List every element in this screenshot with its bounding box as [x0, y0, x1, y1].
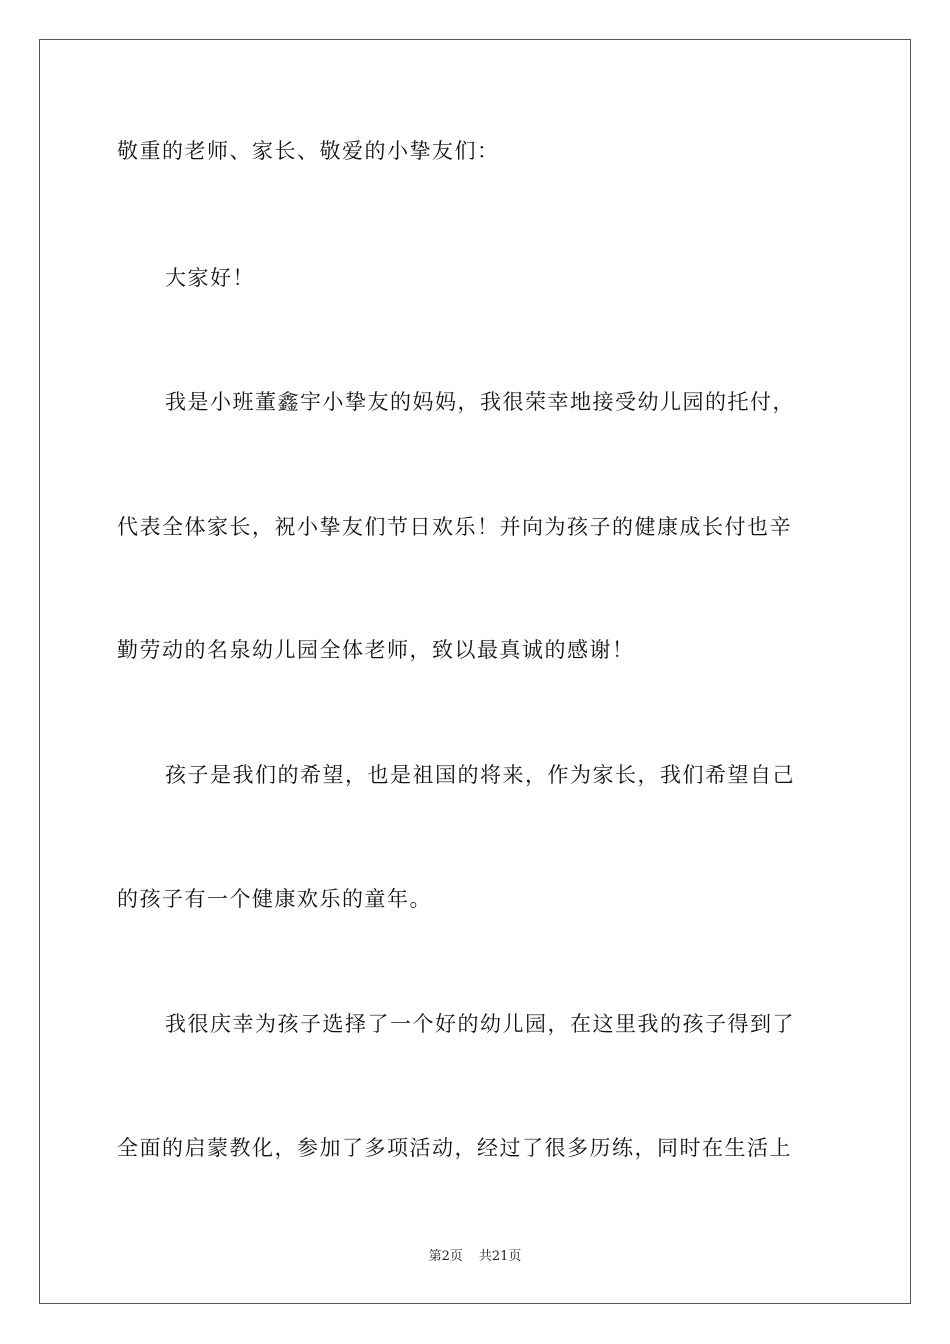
- paragraph-line: 全面的启蒙教化，参加了多项活动，经过了很多历练，同时在生活上: [117, 1136, 792, 1160]
- salutation-line: 敬重的老师、家长、敬爱的小挚友们：: [117, 139, 500, 163]
- paragraph-line: 我很庆幸为孩子选择了一个好的幼儿园，在这里我的孩子得到了: [165, 1012, 795, 1036]
- paragraph-line: 的孩子有一个健康欢乐的童年。: [117, 887, 432, 911]
- paragraph-line: 勤劳动的名泉幼儿园全体老师，致以最真诚的感谢！: [117, 638, 635, 662]
- paragraph-line: 我是小班董鑫宇小挚友的妈妈，我很荣幸地接受幼儿园的托付，: [165, 390, 795, 414]
- paragraph-line: 孩子是我们的希望，也是祖国的将来，作为家长，我们希望自己: [165, 763, 795, 787]
- greeting-line: 大家好！: [165, 266, 255, 290]
- page-total: 共21页: [478, 1249, 522, 1264]
- paragraph-line: 代表全体家长，祝小挚友们节日欢乐！并向为孩子的健康成长付也辛: [117, 515, 792, 539]
- page-border: [39, 39, 911, 1304]
- page-number: 第2页: [428, 1249, 463, 1264]
- page-footer: [0, 1249, 950, 1265]
